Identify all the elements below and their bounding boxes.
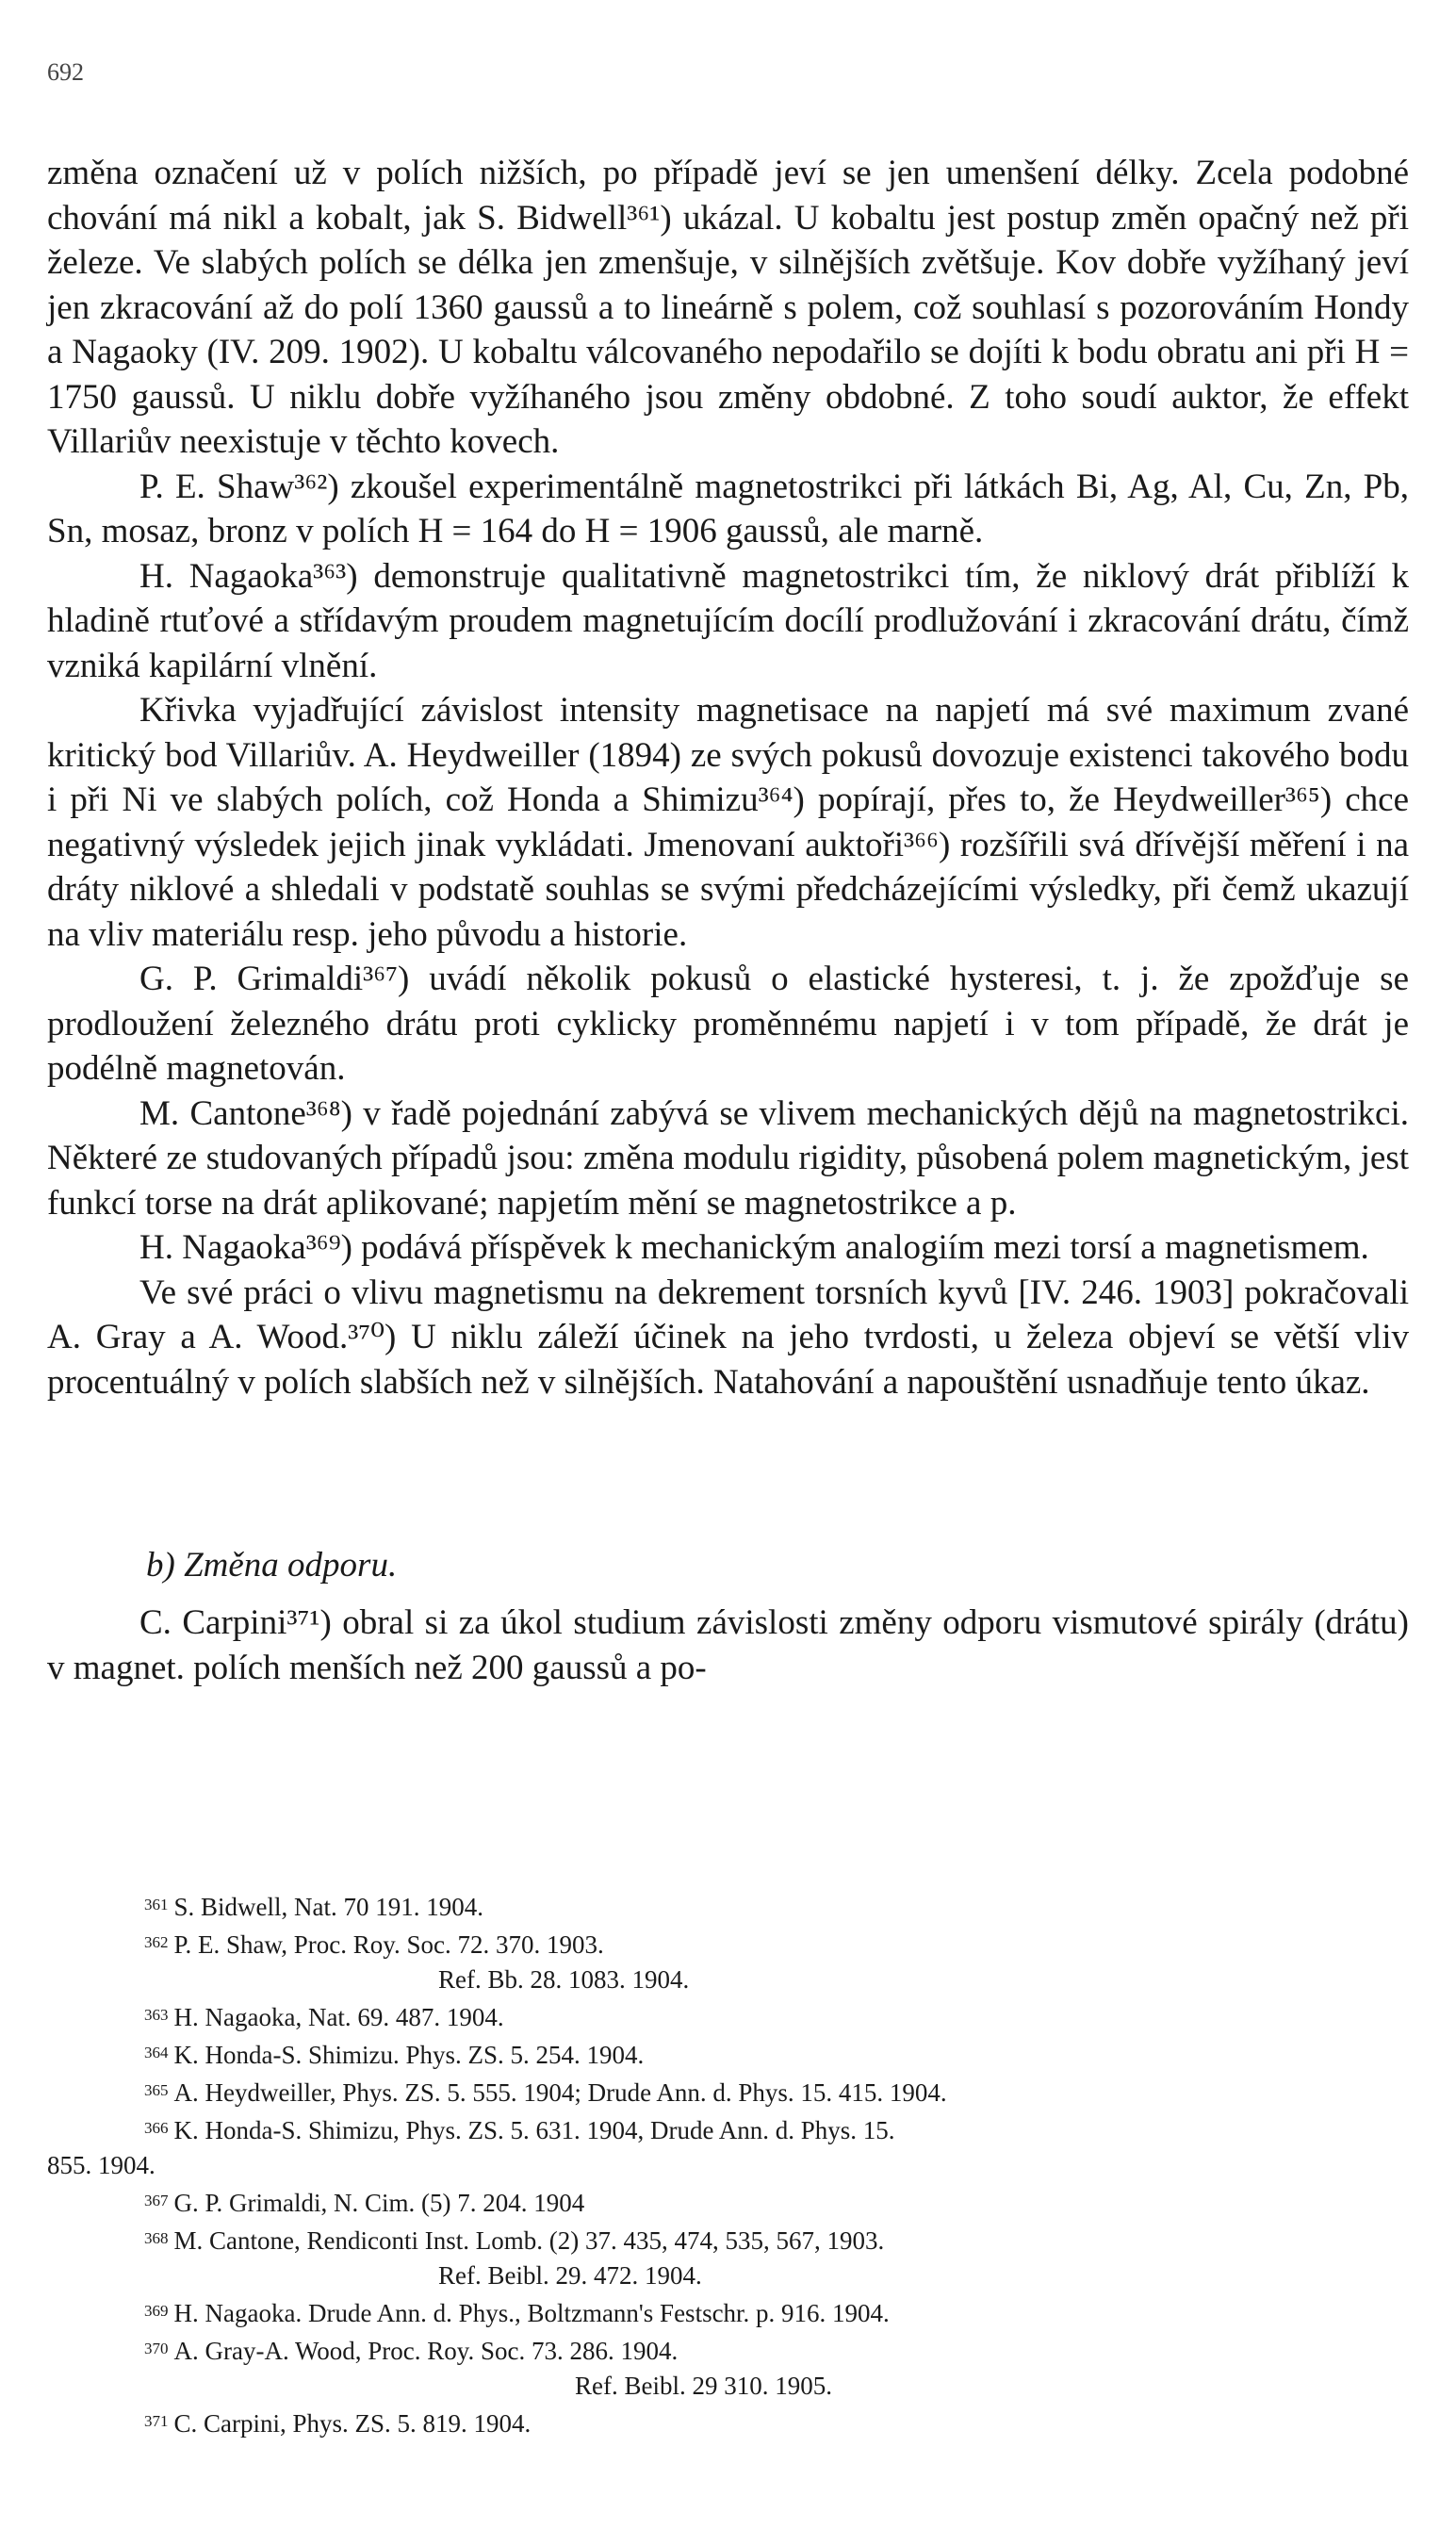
footnote-text: H. Nagaoka. Drude Ann. d. Phys., Boltzmann's Festschr. p. 916. 1904.: [173, 2299, 890, 2327]
page-number: 692: [47, 58, 84, 86]
footnote: [47, 1997, 1409, 2035]
footnote: [47, 1887, 1409, 1925]
paragraph: Ve své práci o vlivu magnetismu na dekrement torsních kyvů [IV. 246. 1903] pokračovali A. Gray a A. Wood.³⁷⁰) U niklu záleží účinek na jeho tvrdosti, u železa objeví se větší vliv procentuálný v polích slabších než v silnějších. Natahování a napouštění usnadňuje tento úkaz.: [47, 1273, 1409, 1402]
footnote-number: 365: [144, 2081, 169, 2099]
footnote-number: 366: [144, 2119, 169, 2137]
paragraph: G. P. Grimaldi³⁶⁷) uvádí několik pokusů o elastické hysteresi, t. j. že zpožďuje se prodloužení železného drátu proti cyklicky proměnnému napjetí i v tom případě, že drát je podélně magnetován.: [47, 960, 1409, 1088]
footnote-number: 362: [144, 1933, 169, 1951]
footnote-number: 368: [144, 2229, 169, 2247]
paragraph: M. Cantone³⁶⁸) v řadě pojednání zabývá se vlivem mechanických dějů na magnetostrikci. Některé ze studovaných případů jsou: změna modulu rigidity, působená polem magnetickým, jest funkcí torse na drát aplikované; napjetím mění se magnetostrikce a p.: [47, 1093, 1409, 1223]
footnote-number: 361: [144, 1896, 169, 1913]
footnote-continuation: [47, 2148, 1409, 2183]
section-heading: b) Změna odporu.: [146, 1546, 398, 1585]
footnote: [47, 2183, 1409, 2221]
footnote: [47, 2073, 1409, 2110]
footnote: [47, 1925, 1409, 1962]
footnote-text: 855. 1904.: [47, 2151, 155, 2179]
paragraph: H. Nagaoka³⁶³) demonstruje qualitativně magnetostrikci tím, že niklový drát přiblíží k hladině rtuťové a střídavým proudem magnetujícím docílí prodlužování i zkracování drátu, čímž vzniká kapilární vlnění.: [47, 556, 1409, 685]
footnote-number: 364: [144, 2044, 169, 2061]
footnote-number: 370: [144, 2340, 169, 2357]
main-text: [47, 151, 1409, 1404]
footnote-text: S. Bidwell, Nat. 70 191. 1904.: [173, 1893, 483, 1921]
footnote: [47, 2035, 1409, 2073]
footnote: [47, 2293, 1409, 2331]
footnote-text: Ref. Bb. 28. 1083. 1904.: [438, 1965, 690, 1994]
footnote: [47, 2221, 1409, 2258]
footnote-continuation: [47, 1962, 1409, 1997]
footnote-text: C. Carpini, Phys. ZS. 5. 819. 1904.: [173, 2409, 532, 2438]
footnote-number: 363: [144, 2006, 169, 2024]
footnote: [47, 2110, 1409, 2148]
paragraph: změna označení už v polích nižších, po případě jeví se jen umenšení délky. Zcela podobné chování má nikl a kobalt, jak S. Bidwell³⁶¹) ukázal. U kobaltu jest postup změn opačný než při železe. Ve slabých polích se délka jen zmenšuje, v silnějších zvětšuje. Kov dobře vyžíhaný jeví jen zkracování až do polí 1360 gaussů a to lineárně s polem, což souhlasí s pozorováním Hondy a Nagaoky (IV. 209. 1902). U kobaltu válcovaného nepodařilo se dojíti k bodu obratu ani při H = 1750 gaussů. U niklu dobře vyžíhaného jsou změny obdobné. Z toho soudí auktor, že effekt Villariův neexistuje v těchto kovech.: [47, 154, 1409, 461]
footnote: [47, 2331, 1409, 2369]
footnote-text: A. Gray-A. Wood, Proc. Roy. Soc. 73. 286. 1904.: [173, 2337, 679, 2365]
section-text: [47, 1601, 1409, 1690]
footnote-text: P. E. Shaw, Proc. Roy. Soc. 72. 370. 1903.: [173, 1930, 604, 1959]
footnote-continuation: [47, 2258, 1409, 2293]
footnote-text: M. Cantone, Rendiconti Inst. Lomb. (2) 37. 435, 474, 535, 567, 1903.: [173, 2226, 885, 2255]
paragraph: Křivka vyjadřující závislost intensity magnetisace na napjetí má své maximum zvané kritický bod Villariův. A. Heydweiller (1894) ze svých pokusů dovozuje existenci takového bodu i při Ni ve slabých polích, což Honda a Shimizu³⁶⁴) popírají, přes to, že Heydweiller³⁶⁵) chce negativný výsledek jejich jinak vykládati. Jmenovaní auktoři³⁶⁶) rozšířili svá dřívější měření i na dráty niklové a shledali v podstatě souhlas se svými předcházejícími výsledky, při čemž ukazují na vliv materiálu resp. jeho původu a historie.: [47, 691, 1409, 954]
footnote: [47, 2404, 1409, 2441]
footnotes: [47, 1887, 1409, 2441]
footnote-text: Ref. Beibl. 29 310. 1905.: [575, 2372, 832, 2400]
footnote-text: A. Heydweiller, Phys. ZS. 5. 555. 1904; Drude Ann. d. Phys. 15. 415. 1904.: [173, 2078, 947, 2107]
footnote-text: H. Nagaoka, Nat. 69. 487. 1904.: [173, 2003, 504, 2031]
footnote-number: 367: [144, 2192, 169, 2209]
paragraph: C. Carpini³⁷¹) obral si za úkol studium závislosti změny odporu vismutové spirály (drátu) v magnet. polích menších než 200 gaussů a po-: [47, 1603, 1409, 1687]
footnote-text: K. Honda-S. Shimizu. Phys. ZS. 5. 254. 1904.: [173, 2041, 645, 2069]
footnote-number: 371: [144, 2412, 169, 2430]
footnote-text: Ref. Beibl. 29. 472. 1904.: [438, 2261, 702, 2290]
paragraph: P. E. Shaw³⁶²) zkoušel experimentálně magnetostrikci při látkách Bi, Ag, Al, Cu, Zn, Pb, Sn, mosaz, bronz v polích H = 164 do H = 1906 gaussů, ale marně.: [47, 467, 1409, 550]
footnote-continuation: [47, 2369, 1409, 2404]
footnote-text: G. P. Grimaldi, N. Cim. (5) 7. 204. 1904: [173, 2189, 585, 2217]
paragraph: H. Nagaoka³⁶⁹) podává příspěvek k mechanickým analogiím mezi torsí a magnetismem.: [139, 1228, 1369, 1267]
footnote-number: 369: [144, 2302, 169, 2320]
footnote-text: K. Honda-S. Shimizu, Phys. ZS. 5. 631. 1904, Drude Ann. d. Phys. 15.: [173, 2116, 895, 2144]
